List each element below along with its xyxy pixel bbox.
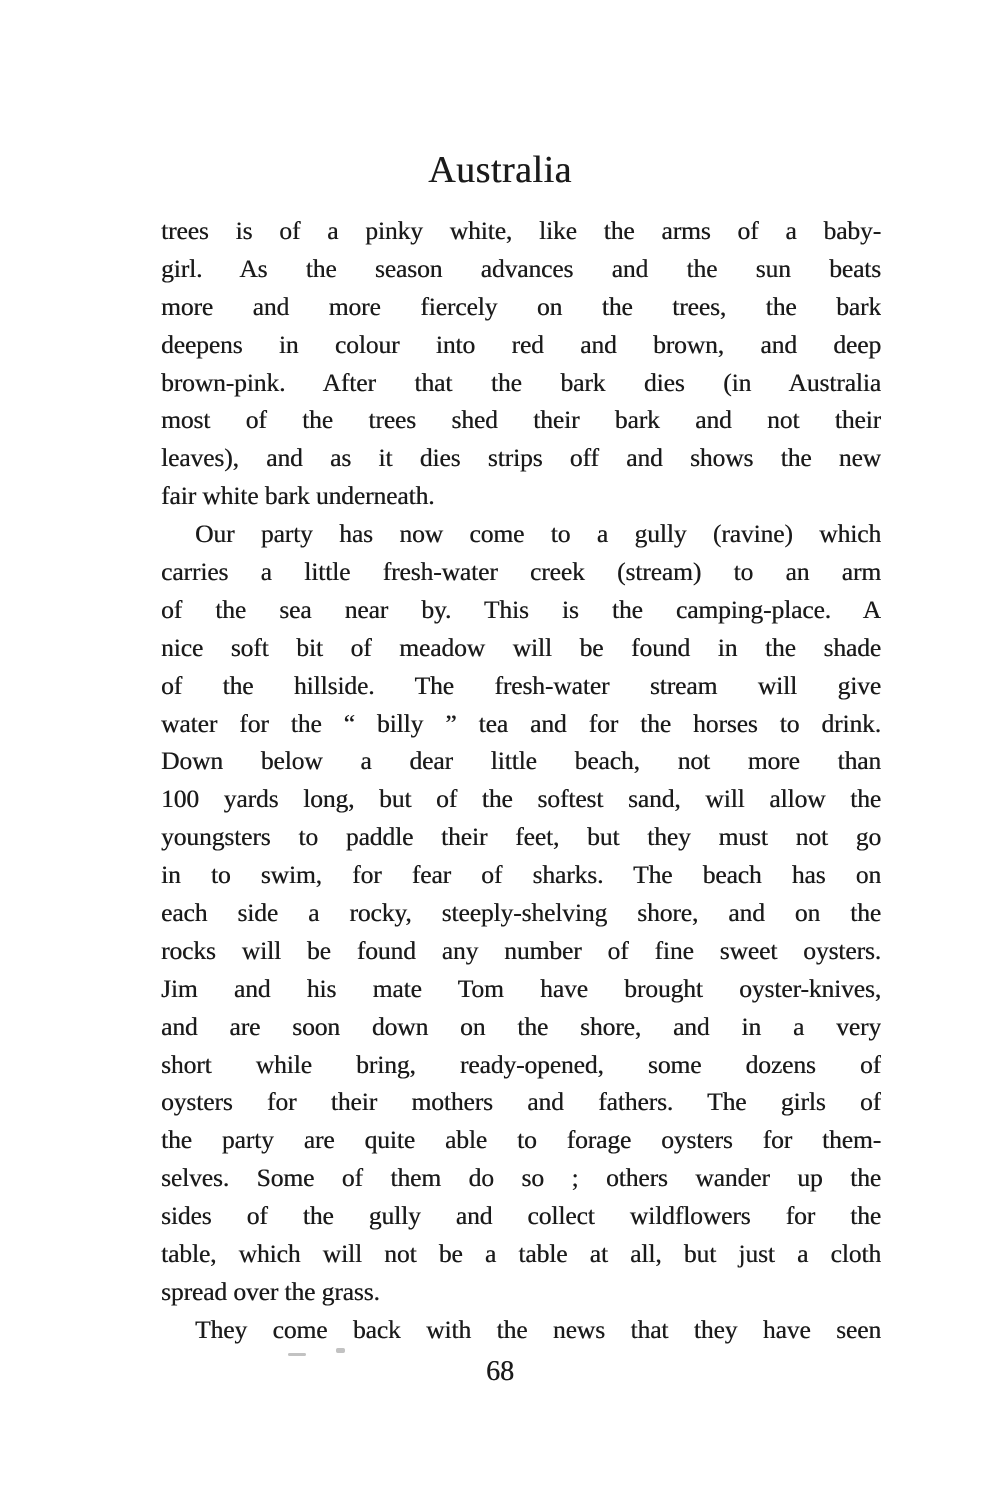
text-line: trees is of a pinky white, like the arms of a baby-	[161, 216, 881, 245]
text-line: 100 yards long, but of the softest sand, will allow the	[161, 784, 881, 814]
text-line: oysters for their mothers and fathers. The girls of	[161, 1087, 881, 1117]
text-line: youngsters to paddle their feet, but they must not go	[161, 822, 881, 852]
text-line: deepens in colour into red and brown, and deep	[161, 329, 881, 359]
text-line: girl. As the season advances and the sun beats	[161, 253, 881, 283]
body-text	[161, 212, 881, 1349]
text-line: spread over the grass.	[161, 1276, 380, 1306]
text-line: more and more fiercely on the trees, the bark	[161, 291, 881, 321]
text-line: water for the “ billy ” tea and for the horses to drink.	[161, 708, 881, 738]
text-line: of the hillside. The fresh-water stream will give	[161, 670, 881, 700]
text-line: table, which will not be a table at all, but just a cloth	[161, 1239, 881, 1269]
text-line: and are soon down on the shore, and in a very	[161, 1011, 881, 1041]
page-title: Australia	[428, 149, 572, 191]
text-line: the party are quite able to forage oysters for them-	[161, 1125, 881, 1155]
text-line: each side a rocky, steeply-shelving shore, and on the	[161, 898, 881, 928]
text-line: of the sea near by. This is the camping-place. A	[161, 594, 881, 624]
text-line: rocks will be found any number of fine sweet oysters.	[161, 935, 881, 965]
text-line: They come back with the news that they have seen	[195, 1314, 881, 1344]
text-line: in to swim, for fear of sharks. The beach has on	[161, 860, 881, 890]
text-line: short while bring, ready-opened, some dozens of	[161, 1049, 881, 1079]
text-line: most of the trees shed their bark and not their	[161, 405, 881, 435]
text-line: sides of the gully and collect wildflowers for the	[161, 1201, 881, 1231]
text-line: Down below a dear little beach, not more than	[161, 746, 881, 776]
text-line: leaves), and as it dies strips off and shows the new	[161, 443, 881, 473]
page-number: 68	[486, 1356, 514, 1387]
text-line: fair white bark underneath.	[161, 481, 435, 511]
text-line: nice soft bit of meadow will be found in the shade	[161, 632, 881, 662]
text-line: Our party has now come to a gully (ravine) which	[195, 519, 881, 549]
text-line: carries a little fresh-water creek (stream) to an arm	[161, 557, 881, 587]
text-line: brown-pink. After that the bark dies (in Australia	[161, 367, 881, 397]
text-line: Jim and his mate Tom have brought oyster-knives,	[161, 973, 881, 1003]
text-line: selves. Some of them do so ; others wander up the	[161, 1163, 881, 1193]
